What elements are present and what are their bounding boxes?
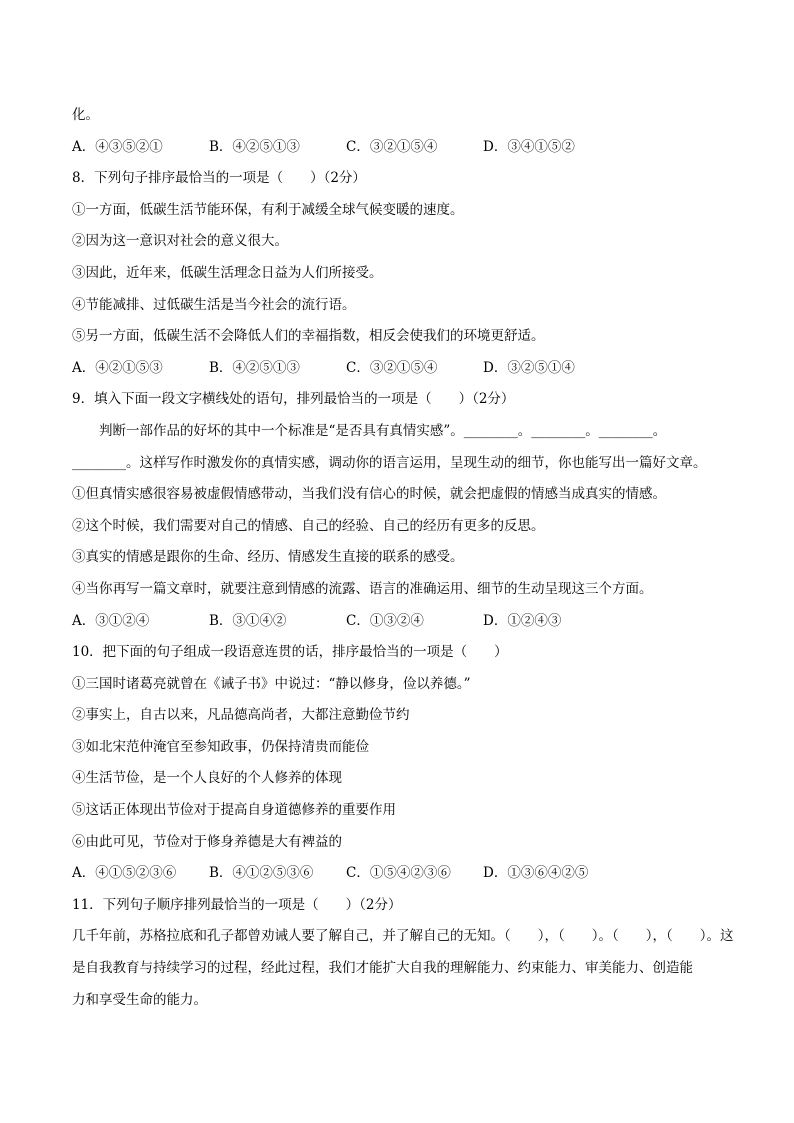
q9-item-2: ②这个时候，我们需要对自己的情感、自己的经验、自己的经历有更多的反思。 [72,517,545,534]
q8-options [72,353,732,385]
q10-option-a[interactable]: A．④①⑤②③⑥ [72,865,177,882]
q7-options [72,132,732,164]
q10-item-5: ⑤这话正体现出节俭对于提高自身道德修养的重要作用 [72,802,396,819]
q7-option-b[interactable]: B．④②⑤①③ [209,138,300,155]
q11-stem: 11．下列句子顺序排列最恰当的一项是（ ）（2分） [72,896,402,913]
q8-option-b[interactable]: B．④②⑤①③ [209,359,300,376]
q9-stem: 9．填入下面一段文字横线处的语句，排列最恰当的一项是（ ）（2分） [72,391,515,408]
q10-item-6: ⑥由此可见，节俭对于修身养德是大有裨益的 [72,833,342,850]
q8-item-2: ②因为这一意识对社会的意义很大。 [72,233,288,250]
q9-passage-line-2: ________。这样写作时激发你的真情实感，调动你的语言运用，呈现生动的细节，你也能写出一篇好文章。 [72,454,707,471]
q9-item-3: ③真实的情感是跟你的生命、经历、情感发生直接的联系的感受。 [72,549,464,566]
q11-passage-line-2: 是自我教育与持续学习的过程，经此过程，我们才能扩大自我的理解能力、约束能力、审美能力、创造能 [72,960,693,977]
q10-item-4: ④生活节俭，是一个人良好的个人修养的体现 [72,770,342,787]
q10-item-3: ③如北宋范仲淹官至参知政事，仍保持清贵而能俭 [72,738,369,755]
q10-item-1: ①三国时诸葛亮就曾在《诫子书》中说过：“静以修身，俭以养德。” [72,675,471,692]
q10-option-d[interactable]: D．①③⑥④②⑤ [483,865,589,882]
exam-page [72,100,732,1016]
q8-item-5: ⑤另一方面，低碳生活不会降低人们的幸福指数，相反会使我们的环境更舒适。 [72,328,545,345]
q8-option-d[interactable]: D．③②⑤①④ [483,359,575,376]
q8-option-c[interactable]: C．③②①⑤④ [346,359,438,376]
q8-stem: 8．下列句子排序最恰当的一项是（ ）（2分） [72,170,366,187]
q9-option-b[interactable]: B．③①④② [209,612,287,629]
q8-item-3: ③因此，近年来，低碳生活理念日益为人们所接受。 [72,264,383,281]
carryover-text: 化。 [72,107,99,123]
q10-option-c[interactable]: C．①⑤④②③⑥ [346,865,451,882]
q11-passage-line-1: 几千年前，苏格拉底和孔子都曾劝诫人要了解自己，并了解自己的无知。（ ），（ ）。（ ），（ ）。这 [72,928,734,945]
q9-option-c[interactable]: C．①③②④ [346,612,424,629]
q9-item-4: ④当你再写一篇文章时，就要注意到情感的流露、语言的准确运用、细节的生动呈现这三个方面。 [72,580,653,597]
q7-option-d[interactable]: D．③④①⑤② [483,138,575,155]
q9-option-d[interactable]: D．①②④③ [483,612,562,629]
q10-options [72,858,732,890]
q10-item-2: ②事实上，自古以来，凡品德高尚者，大都注意勤俭节约 [72,707,410,724]
q10-stem: 10．把下面的句子组成一段语意连贯的话，排序最恰当的一项是（ ） [72,644,508,661]
q8-option-a[interactable]: A．④②①⑤③ [72,359,163,376]
q9-item-1: ①但真情实感很容易被虚假情感带动，当我们没有信心的时候，就会把虚假的情感当成真实的情感。 [72,486,666,503]
q7-option-a[interactable]: A．④③⑤②① [72,138,163,155]
q7-option-c[interactable]: C．③②①⑤④ [346,138,438,155]
q10-option-b[interactable]: B．④①②⑤③⑥ [209,865,314,882]
q9-option-a[interactable]: A．③①②④ [72,612,150,629]
q11-passage-line-3: 力和享受生命的能力。 [72,991,207,1008]
q9-passage-line-1: 判断一部作品的好坏的其中一个标准是“是否具有真情实感”。________。________。________。 [99,422,667,439]
q9-options [72,606,732,638]
q8-item-1: ①一方面，低碳生活节能环保，有利于减缓全球气候变暖的速度。 [72,201,464,218]
q8-item-4: ④节能减排、过低碳生活是当今社会的流行语。 [72,296,356,313]
